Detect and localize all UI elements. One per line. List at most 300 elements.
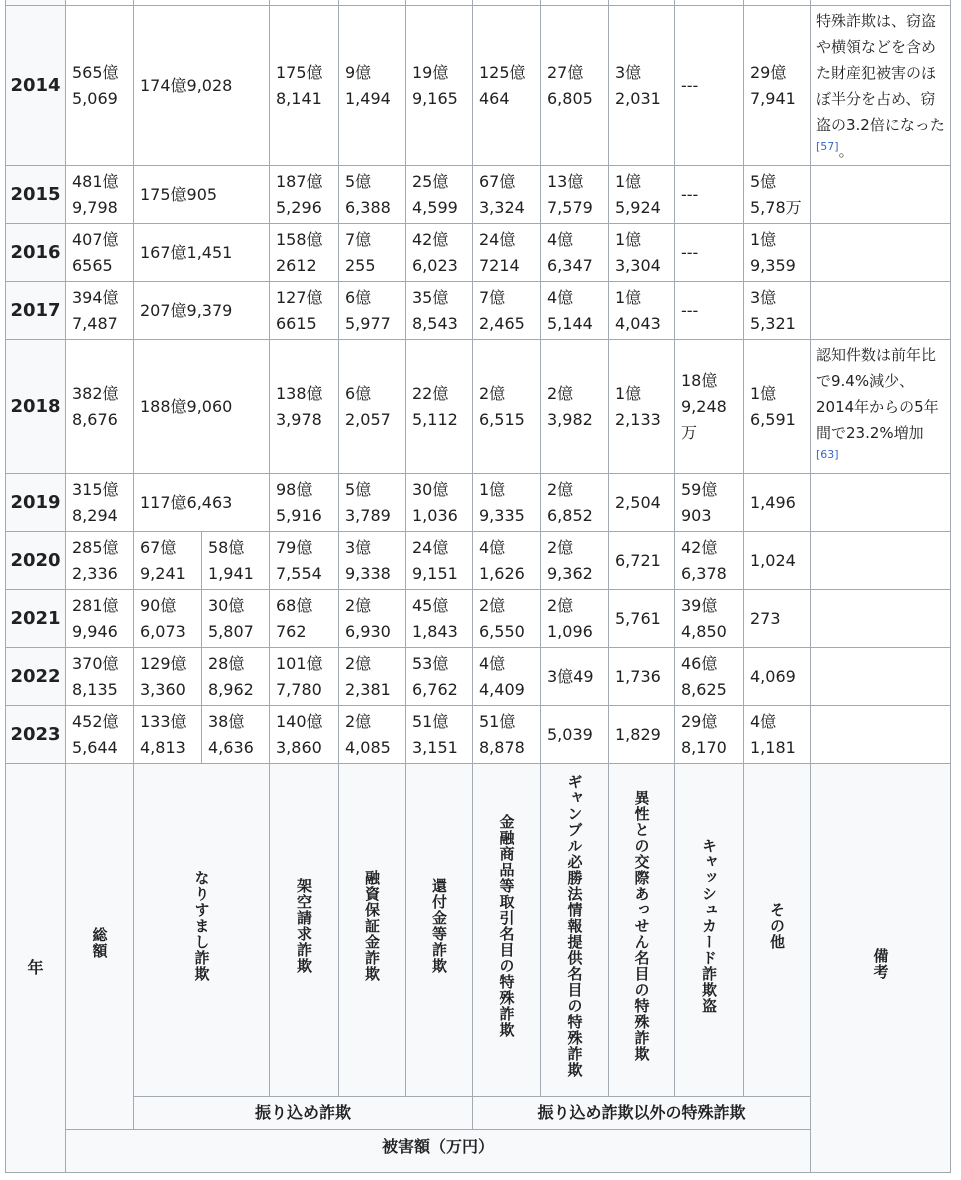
table-row	[6, 224, 951, 282]
cashcard-cell	[675, 532, 744, 590]
total-cell	[66, 648, 134, 706]
note-cell	[811, 166, 951, 224]
cashcard-cell	[675, 590, 744, 648]
loan-cell-text: 5億	[345, 171, 372, 191]
total-cell	[66, 706, 134, 764]
note-cell	[811, 706, 951, 764]
fictitious-cell	[270, 282, 339, 340]
cashcard-cell-text: 39億	[681, 595, 718, 615]
other-cell-text: 5億	[750, 171, 777, 191]
financial-cell-text: 2億	[479, 383, 506, 403]
year-cell-text: 2023	[10, 723, 61, 745]
impersonation-b-cell	[202, 648, 270, 706]
refund-cell-text: 51億	[412, 711, 449, 731]
total-cell-text: 6565	[72, 255, 113, 275]
gamble-cell-text: 4億	[547, 287, 574, 307]
table-wrapper	[5, 0, 951, 1173]
year-cell	[6, 224, 66, 282]
gamble-cell-text: 6,852	[547, 505, 593, 525]
impersonation-b-cell	[202, 532, 270, 590]
refund-cell-text: 19億	[412, 62, 449, 82]
gamble-cell-text: 2億	[547, 479, 574, 499]
table-row	[6, 166, 951, 224]
loan-cell-text: 2,057	[345, 409, 391, 429]
loan-cell	[339, 590, 406, 648]
header-fictitious: 架空請求詐欺	[270, 764, 339, 1097]
gamble-cell-text: 3,982	[547, 409, 593, 429]
impersonation-a-cell-text: 3,360	[140, 679, 186, 699]
refund-cell-text: 30億	[412, 479, 449, 499]
financial-cell-text: 6,550	[479, 621, 525, 641]
cashcard-cell	[675, 282, 744, 340]
year-cell-text: 2016	[10, 241, 61, 263]
cashcard-cell	[675, 340, 744, 474]
impersonation-a-cell-text: 129億	[140, 653, 187, 673]
total-cell-text: 452億	[72, 711, 119, 731]
cashcard-cell-text: 万	[681, 422, 698, 442]
dating-cell	[609, 648, 675, 706]
fictitious-cell	[270, 648, 339, 706]
refund-cell-text: 4,599	[412, 197, 458, 217]
header-financial: 金融商品等取引名目の特殊詐欺	[473, 764, 541, 1097]
refund-cell-text: 1,843	[412, 621, 458, 641]
other-cell	[744, 532, 811, 590]
gamble-cell	[541, 340, 609, 474]
note-cell	[811, 648, 951, 706]
year-cell-text: 2020	[10, 549, 61, 571]
group-other-fraud: 振り込め詐欺以外の特殊詐欺	[473, 1097, 811, 1130]
financial-cell-text: 4,409	[479, 679, 525, 699]
total-cell-text: 9,798	[72, 197, 118, 217]
impersonation-cell-text: 188億9,060	[140, 396, 233, 416]
total-cell-text: 382億	[72, 383, 119, 403]
impersonation-b-cell-text: 38億	[208, 711, 245, 731]
other-cell-text: 1億	[750, 383, 777, 403]
refund-cell-text: 25億	[412, 171, 449, 191]
financial-cell	[473, 166, 541, 224]
year-cell	[6, 532, 66, 590]
impersonation-cell	[134, 340, 270, 474]
year-cell-text: 2021	[10, 607, 61, 629]
other-cell-text: 29億	[750, 62, 787, 82]
total-cell-text: 8,676	[72, 409, 118, 429]
other-cell-text: 3億	[750, 287, 777, 307]
dating-cell-text: 1億	[615, 287, 642, 307]
header-cashcard: キャッシュカード詐欺盗	[675, 764, 744, 1097]
gamble-cell-text: 3億49	[547, 666, 594, 686]
other-cell-text: 1,181	[750, 737, 796, 757]
gamble-cell	[541, 166, 609, 224]
fictitious-cell	[270, 474, 339, 532]
loan-cell	[339, 532, 406, 590]
group-transfer-fraud: 振り込め詐欺	[134, 1097, 473, 1130]
gamble-cell-text: 2億	[547, 383, 574, 403]
table-row	[6, 590, 951, 648]
impersonation-a-cell-text: 6,073	[140, 621, 186, 641]
fictitious-cell	[270, 532, 339, 590]
other-cell-text: 4億	[750, 711, 777, 731]
header-other: その他	[744, 764, 811, 1097]
dating-cell	[609, 474, 675, 532]
loan-cell-text: 9,338	[345, 563, 391, 583]
impersonation-cell-text: 167億1,451	[140, 242, 233, 262]
table-body	[6, 0, 951, 764]
dating-cell	[609, 532, 675, 590]
refund-cell-text: 8,543	[412, 313, 458, 333]
total-cell	[66, 224, 134, 282]
refund-cell	[406, 590, 473, 648]
dating-cell	[609, 282, 675, 340]
financial-cell-text: 4億	[479, 537, 506, 557]
other-cell	[744, 166, 811, 224]
gamble-cell-text: 9,362	[547, 563, 593, 583]
dating-cell-text: 2,504	[615, 492, 661, 512]
note-cell	[811, 224, 951, 282]
fictitious-cell-text: 5,916	[276, 505, 322, 525]
impersonation-b-cell	[202, 590, 270, 648]
dating-cell	[609, 6, 675, 166]
gamble-cell	[541, 282, 609, 340]
header-impersonation: なりすまし詐欺	[134, 764, 270, 1097]
refund-cell	[406, 706, 473, 764]
total-cell-text: 8,135	[72, 679, 118, 699]
loan-cell	[339, 6, 406, 166]
total-cell-text: 2,336	[72, 563, 118, 583]
financial-cell	[473, 340, 541, 474]
header-year: 年	[6, 764, 66, 1173]
financial-cell	[473, 532, 541, 590]
dating-cell-text: 1億	[615, 171, 642, 191]
impersonation-b-cell-text: 5,807	[208, 621, 254, 641]
cashcard-cell	[675, 474, 744, 532]
dating-cell-text: 1,829	[615, 724, 661, 744]
total-cell	[66, 282, 134, 340]
refund-cell-text: 45億	[412, 595, 449, 615]
gamble-cell-text: 13億	[547, 171, 584, 191]
financial-cell-text: 6,515	[479, 409, 525, 429]
cashcard-cell-text: ---	[681, 184, 699, 204]
financial-cell-text: 2,465	[479, 313, 525, 333]
refund-cell-text: 6,762	[412, 679, 458, 699]
header-refund: 還付金等詐欺	[406, 764, 473, 1097]
loan-cell-text: 6,388	[345, 197, 391, 217]
gamble-cell	[541, 224, 609, 282]
loan-cell-text: 2億	[345, 595, 372, 615]
refund-cell	[406, 166, 473, 224]
financial-cell-text: 7億	[479, 287, 506, 307]
table-row	[6, 474, 951, 532]
financial-cell-text: 125億	[479, 62, 526, 82]
other-cell-text: 9,359	[750, 255, 796, 275]
total-cell	[66, 166, 134, 224]
other-cell	[744, 224, 811, 282]
loan-cell-text: 6億	[345, 383, 372, 403]
refund-cell	[406, 474, 473, 532]
gamble-cell-text: 27億	[547, 62, 584, 82]
total-cell-text: 9,946	[72, 621, 118, 641]
fictitious-cell-text: 98億	[276, 479, 313, 499]
table-row	[6, 282, 951, 340]
refund-cell-text: 24億	[412, 537, 449, 557]
impersonation-b-cell-text: 1,941	[208, 563, 254, 583]
total-cell-text: 281億	[72, 595, 119, 615]
header-loan: 融資保証金詐欺	[339, 764, 406, 1097]
other-cell	[744, 590, 811, 648]
loan-cell	[339, 474, 406, 532]
cashcard-cell-text: 8,170	[681, 737, 727, 757]
gamble-cell-text: 2億	[547, 595, 574, 615]
year-cell	[6, 648, 66, 706]
dating-cell-text: 2,031	[615, 88, 661, 108]
note-text: 認知件数は前年比で9.4%減少、2014年からの5年間で23.2%増加	[816, 345, 939, 442]
other-cell-text: 1,024	[750, 550, 796, 570]
loan-cell-text: 5億	[345, 479, 372, 499]
note-cell	[811, 532, 951, 590]
other-cell	[744, 6, 811, 166]
year-cell	[6, 590, 66, 648]
dating-cell	[609, 224, 675, 282]
other-cell	[744, 474, 811, 532]
gamble-cell	[541, 706, 609, 764]
note-text: 特殊詐欺は、窃盗や横領などを含めた財産犯被害のほぼ半分を占め、窃盗の3.2倍になった	[816, 11, 945, 134]
header-dating: 異性との交際あっせん名目の特殊詐欺	[609, 764, 675, 1097]
header-gamble: ギャンブル必勝法情報提供名目の特殊詐欺	[541, 764, 609, 1097]
total-cell	[66, 590, 134, 648]
gamble-cell-text: 5,144	[547, 313, 593, 333]
financial-cell	[473, 224, 541, 282]
year-cell-text: 2019	[10, 491, 61, 513]
fictitious-cell-text: 6615	[276, 313, 317, 333]
refund-cell-text: 53億	[412, 653, 449, 673]
fictitious-cell-text: 101億	[276, 653, 323, 673]
impersonation-a-cell-text: 67億	[140, 537, 177, 557]
fictitious-cell-text: 3,978	[276, 409, 322, 429]
cashcard-cell	[675, 6, 744, 166]
refund-cell-text: 42億	[412, 229, 449, 249]
year-cell	[6, 474, 66, 532]
impersonation-a-cell-text: 4,813	[140, 737, 186, 757]
refund-cell	[406, 532, 473, 590]
impersonation-b-cell-text: 8,962	[208, 679, 254, 699]
loan-cell	[339, 224, 406, 282]
dating-cell-text: 5,761	[615, 608, 661, 628]
dating-cell-text: 3,304	[615, 255, 661, 275]
gamble-cell	[541, 648, 609, 706]
total-cell-text: 315億	[72, 479, 119, 499]
cashcard-cell	[675, 706, 744, 764]
financial-cell	[473, 648, 541, 706]
other-cell-text: 1,496	[750, 492, 796, 512]
dating-cell-text: 4,043	[615, 313, 661, 333]
table-row	[6, 706, 951, 764]
gamble-cell-text: 6,805	[547, 88, 593, 108]
gamble-cell	[541, 532, 609, 590]
refund-cell	[406, 224, 473, 282]
financial-cell-text: 464	[479, 88, 510, 108]
other-cell	[744, 282, 811, 340]
note-cell	[811, 474, 951, 532]
gamble-cell	[541, 6, 609, 166]
other-cell-text: 6,591	[750, 409, 796, 429]
other-cell-text: 7,941	[750, 88, 796, 108]
dating-cell-text: 1億	[615, 229, 642, 249]
loan-cell-text: 9億	[345, 62, 372, 82]
note-cell	[811, 282, 951, 340]
refund-cell-text: 5,112	[412, 409, 458, 429]
refund-cell	[406, 648, 473, 706]
impersonation-cell	[134, 224, 270, 282]
financial-cell	[473, 6, 541, 166]
financial-cell-text: 8,878	[479, 737, 525, 757]
table-row	[6, 648, 951, 706]
year-cell	[6, 706, 66, 764]
fictitious-cell-text: 140億	[276, 711, 323, 731]
cashcard-cell-text: 18億	[681, 370, 718, 390]
loan-cell-text: 2億	[345, 653, 372, 673]
fictitious-cell-text: 127億	[276, 287, 323, 307]
refund-cell	[406, 282, 473, 340]
fictitious-cell	[270, 224, 339, 282]
cashcard-cell-text: 59億	[681, 479, 718, 499]
gamble-cell	[541, 474, 609, 532]
total-cell-text: 5,644	[72, 737, 118, 757]
year-cell	[6, 166, 66, 224]
dating-cell	[609, 706, 675, 764]
fictitious-cell-text: 138億	[276, 383, 323, 403]
total-cell-text: 370億	[72, 653, 119, 673]
table-row	[6, 340, 951, 474]
impersonation-a-cell	[134, 590, 202, 648]
year-cell-text: 2015	[10, 183, 61, 205]
loan-cell	[339, 282, 406, 340]
table-row	[6, 532, 951, 590]
cashcard-cell-text: 29億	[681, 711, 718, 731]
impersonation-cell-text: 175億905	[140, 184, 218, 204]
other-cell-text: 5,321	[750, 313, 796, 333]
impersonation-cell-text: 117億6,463	[140, 492, 233, 512]
dating-cell-text: 1億	[615, 383, 642, 403]
fictitious-cell	[270, 6, 339, 166]
cashcard-cell	[675, 166, 744, 224]
loan-cell-text: 2億	[345, 711, 372, 731]
cashcard-cell-text: 46億	[681, 653, 718, 673]
loan-cell-text: 7億	[345, 229, 372, 249]
fictitious-cell-text: 7,554	[276, 563, 322, 583]
year-cell-text: 2017	[10, 299, 61, 321]
impersonation-a-cell	[134, 532, 202, 590]
other-cell-text: 1億	[750, 229, 777, 249]
total-cell-text: 5,069	[72, 88, 118, 108]
cashcard-cell	[675, 648, 744, 706]
total-cell	[66, 6, 134, 166]
cashcard-cell-text: ---	[681, 75, 699, 95]
refund-cell	[406, 340, 473, 474]
impersonation-b-cell	[202, 706, 270, 764]
fictitious-cell-text: 3,860	[276, 737, 322, 757]
dating-cell-text: 1,736	[615, 666, 661, 686]
note-reference-link[interactable]: [63]	[816, 447, 839, 461]
fictitious-cell	[270, 590, 339, 648]
note-reference-link[interactable]: [57]	[816, 139, 839, 153]
impersonation-cell	[134, 282, 270, 340]
impersonation-a-cell-text: 133億	[140, 711, 187, 731]
gamble-cell-text: 4億	[547, 229, 574, 249]
loan-cell-text: 3億	[345, 537, 372, 557]
cashcard-cell-text: 6,378	[681, 563, 727, 583]
loan-cell-text: 6,930	[345, 621, 391, 641]
financial-cell-text: 9,335	[479, 505, 525, 525]
financial-cell	[473, 706, 541, 764]
impersonation-a-cell	[134, 648, 202, 706]
refund-cell-text: 22億	[412, 383, 449, 403]
impersonation-a-cell-text: 9,241	[140, 563, 186, 583]
financial-cell-text: 51億	[479, 711, 516, 731]
financial-cell-text: 1,626	[479, 563, 525, 583]
financial-cell-text: 24億	[479, 229, 516, 249]
refund-cell-text: 9,151	[412, 563, 458, 583]
loan-cell-text: 6億	[345, 287, 372, 307]
fictitious-cell-text: 158億	[276, 229, 323, 249]
financial-cell	[473, 590, 541, 648]
note-cell	[811, 340, 951, 474]
dating-cell	[609, 340, 675, 474]
fraud-damage-table	[5, 0, 951, 1173]
dating-cell-text: 2,133	[615, 409, 661, 429]
loan-cell-text: 3,789	[345, 505, 391, 525]
impersonation-cell-text: 207億9,379	[140, 300, 233, 320]
refund-cell-text: 1,036	[412, 505, 458, 525]
financial-cell-text: 1億	[479, 479, 506, 499]
other-cell	[744, 340, 811, 474]
other-cell-text: 4,069	[750, 666, 796, 686]
impersonation-cell	[134, 6, 270, 166]
loan-cell-text: 255	[345, 255, 376, 275]
note-end: 。	[838, 141, 854, 160]
refund-cell-text: 9,165	[412, 88, 458, 108]
header-note: 備考	[811, 764, 951, 1173]
dating-cell	[609, 166, 675, 224]
total-cell	[66, 532, 134, 590]
dating-cell-text: 3億	[615, 62, 642, 82]
loan-cell	[339, 648, 406, 706]
dating-cell-text: 6,721	[615, 550, 661, 570]
total-cell-text: 394億	[72, 287, 119, 307]
total-cell	[66, 474, 134, 532]
impersonation-cell	[134, 166, 270, 224]
total-cell-text: 565億	[72, 62, 119, 82]
cashcard-cell-text: 42億	[681, 537, 718, 557]
financial-cell-text: 67億	[479, 171, 516, 191]
fictitious-cell-text: 187億	[276, 171, 323, 191]
total-cell-text: 407億	[72, 229, 119, 249]
refund-cell	[406, 6, 473, 166]
gamble-cell-text: 5,039	[547, 724, 593, 744]
fictitious-cell-text: 8,141	[276, 88, 322, 108]
fictitious-cell-text: 7,780	[276, 679, 322, 699]
impersonation-cell	[134, 474, 270, 532]
impersonation-a-cell	[134, 706, 202, 764]
loan-cell	[339, 166, 406, 224]
other-cell	[744, 648, 811, 706]
gamble-cell-text: 7,579	[547, 197, 593, 217]
other-cell-text: 273	[750, 608, 781, 628]
dating-cell-text: 5,924	[615, 197, 661, 217]
total-cell-text: 7,487	[72, 313, 118, 333]
cashcard-cell-text: 903	[681, 505, 712, 525]
table-footer-header	[6, 764, 951, 1173]
financial-cell-text: 7214	[479, 255, 520, 275]
fictitious-cell	[270, 166, 339, 224]
